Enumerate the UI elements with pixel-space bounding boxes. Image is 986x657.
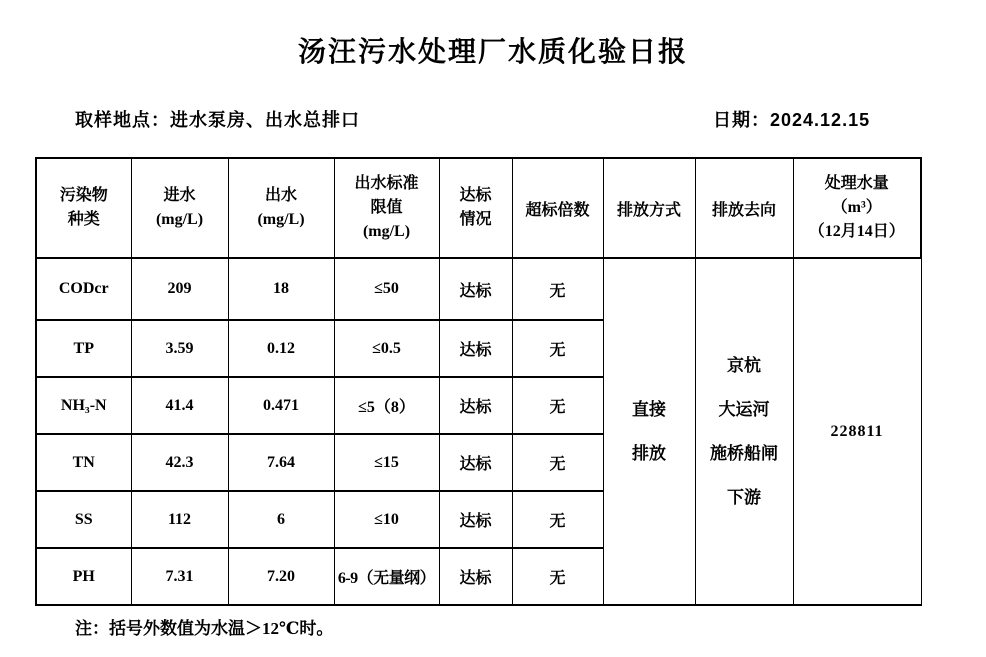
pollutant-name: TP	[36, 320, 131, 377]
header-pollutant-line1: 污染物	[59, 187, 108, 204]
pollutant-name: TN	[36, 434, 131, 491]
discharge-mode-line2: 排放	[632, 443, 666, 463]
pollutant-name: SS	[36, 491, 131, 548]
compliance-status: 达标	[439, 548, 512, 605]
influent-value: 209	[131, 258, 228, 320]
limit-value: ≤5（8）	[334, 377, 439, 434]
compliance-status: 达标	[439, 258, 512, 320]
effluent-value: 0.12	[228, 320, 334, 377]
header-pollutant-type	[36, 158, 131, 258]
header-limit-line2: 限值	[370, 199, 403, 216]
limit-value: ≤50	[334, 258, 439, 320]
header-compliance	[439, 158, 512, 258]
header-volume-date: （12月14日）	[808, 223, 905, 240]
header-effluent	[228, 158, 334, 258]
influent-value: 3.59	[131, 320, 228, 377]
effluent-value: 7.64	[228, 434, 334, 491]
effluent-value: 7.20	[228, 548, 334, 605]
discharge-mode-cell	[603, 258, 695, 605]
effluent-value: 6	[228, 491, 334, 548]
header-exceed-multiple: 超标倍数	[512, 158, 603, 258]
limit-value: ≤0.5	[334, 320, 439, 377]
header-influent	[131, 158, 228, 258]
influent-value: 112	[131, 491, 228, 548]
table-row-codcr	[36, 258, 921, 320]
header-pollutant-line2: 种类	[67, 211, 100, 228]
compliance-status: 达标	[439, 434, 512, 491]
compliance-status: 达标	[439, 491, 512, 548]
exceed-value: 无	[512, 258, 603, 320]
header-discharge-mode: 排放方式	[603, 158, 695, 258]
exceed-value: 无	[512, 548, 603, 605]
sampling-location-label: 取样地点：进水泵房、出水总排口	[75, 110, 360, 130]
influent-value: 41.4	[131, 377, 228, 434]
exceed-value: 无	[512, 434, 603, 491]
exceed-value: 无	[512, 491, 603, 548]
discharge-destination-cell	[695, 258, 793, 605]
exceed-value: 无	[512, 377, 603, 434]
effluent-value: 18	[228, 258, 334, 320]
effluent-value: 0.471	[228, 377, 334, 434]
footnote: 注：括号外数值为水温＞12℃时。	[75, 619, 334, 638]
header-compliance-line1: 达标	[459, 187, 492, 204]
discharge-mode-line1: 直接	[632, 399, 666, 419]
discharge-dest-line2: 大运河	[718, 399, 770, 419]
influent-value: 7.31	[131, 548, 228, 605]
header-volume-unit: （m³）	[831, 199, 882, 216]
discharge-dest-line1: 京杭	[727, 355, 761, 375]
header-discharge-destination: 排放去向	[695, 158, 793, 258]
influent-value: 42.3	[131, 434, 228, 491]
header-influent-line1: 进水	[163, 187, 196, 204]
header-volume-line1: 处理水量	[824, 175, 889, 192]
discharge-dest-line4: 下游	[727, 487, 761, 507]
exceed-value: 无	[512, 320, 603, 377]
table-header-row	[36, 158, 921, 258]
header-effluent-line1: 出水	[264, 187, 297, 204]
header-effluent-limit	[334, 158, 439, 258]
report-date-label: 日期：2024.12.15	[713, 110, 871, 130]
header-influent-unit: (mg/L)	[155, 211, 204, 228]
header-effluent-unit: (mg/L)	[257, 211, 305, 228]
limit-value: 6-9（无量纲）	[334, 548, 439, 605]
water-quality-table	[35, 157, 922, 606]
page-title: 汤汪污水处理厂水质化验日报	[297, 36, 688, 67]
header-treated-volume	[793, 158, 921, 258]
treated-volume-cell: 228811	[793, 258, 921, 605]
compliance-status: 达标	[439, 320, 512, 377]
header-limit-unit: (mg/L)	[362, 223, 411, 240]
limit-value: ≤15	[334, 434, 439, 491]
pollutant-name: CODcr	[36, 258, 131, 320]
pollutant-name: PH	[36, 548, 131, 605]
header-limit-line1: 出水标准	[354, 175, 419, 192]
pollutant-name: NH₃-N	[36, 377, 131, 434]
header-compliance-line2: 情况	[459, 211, 492, 228]
compliance-status: 达标	[439, 377, 512, 434]
limit-value: ≤10	[334, 491, 439, 548]
discharge-dest-line3: 施桥船闸	[710, 443, 778, 463]
